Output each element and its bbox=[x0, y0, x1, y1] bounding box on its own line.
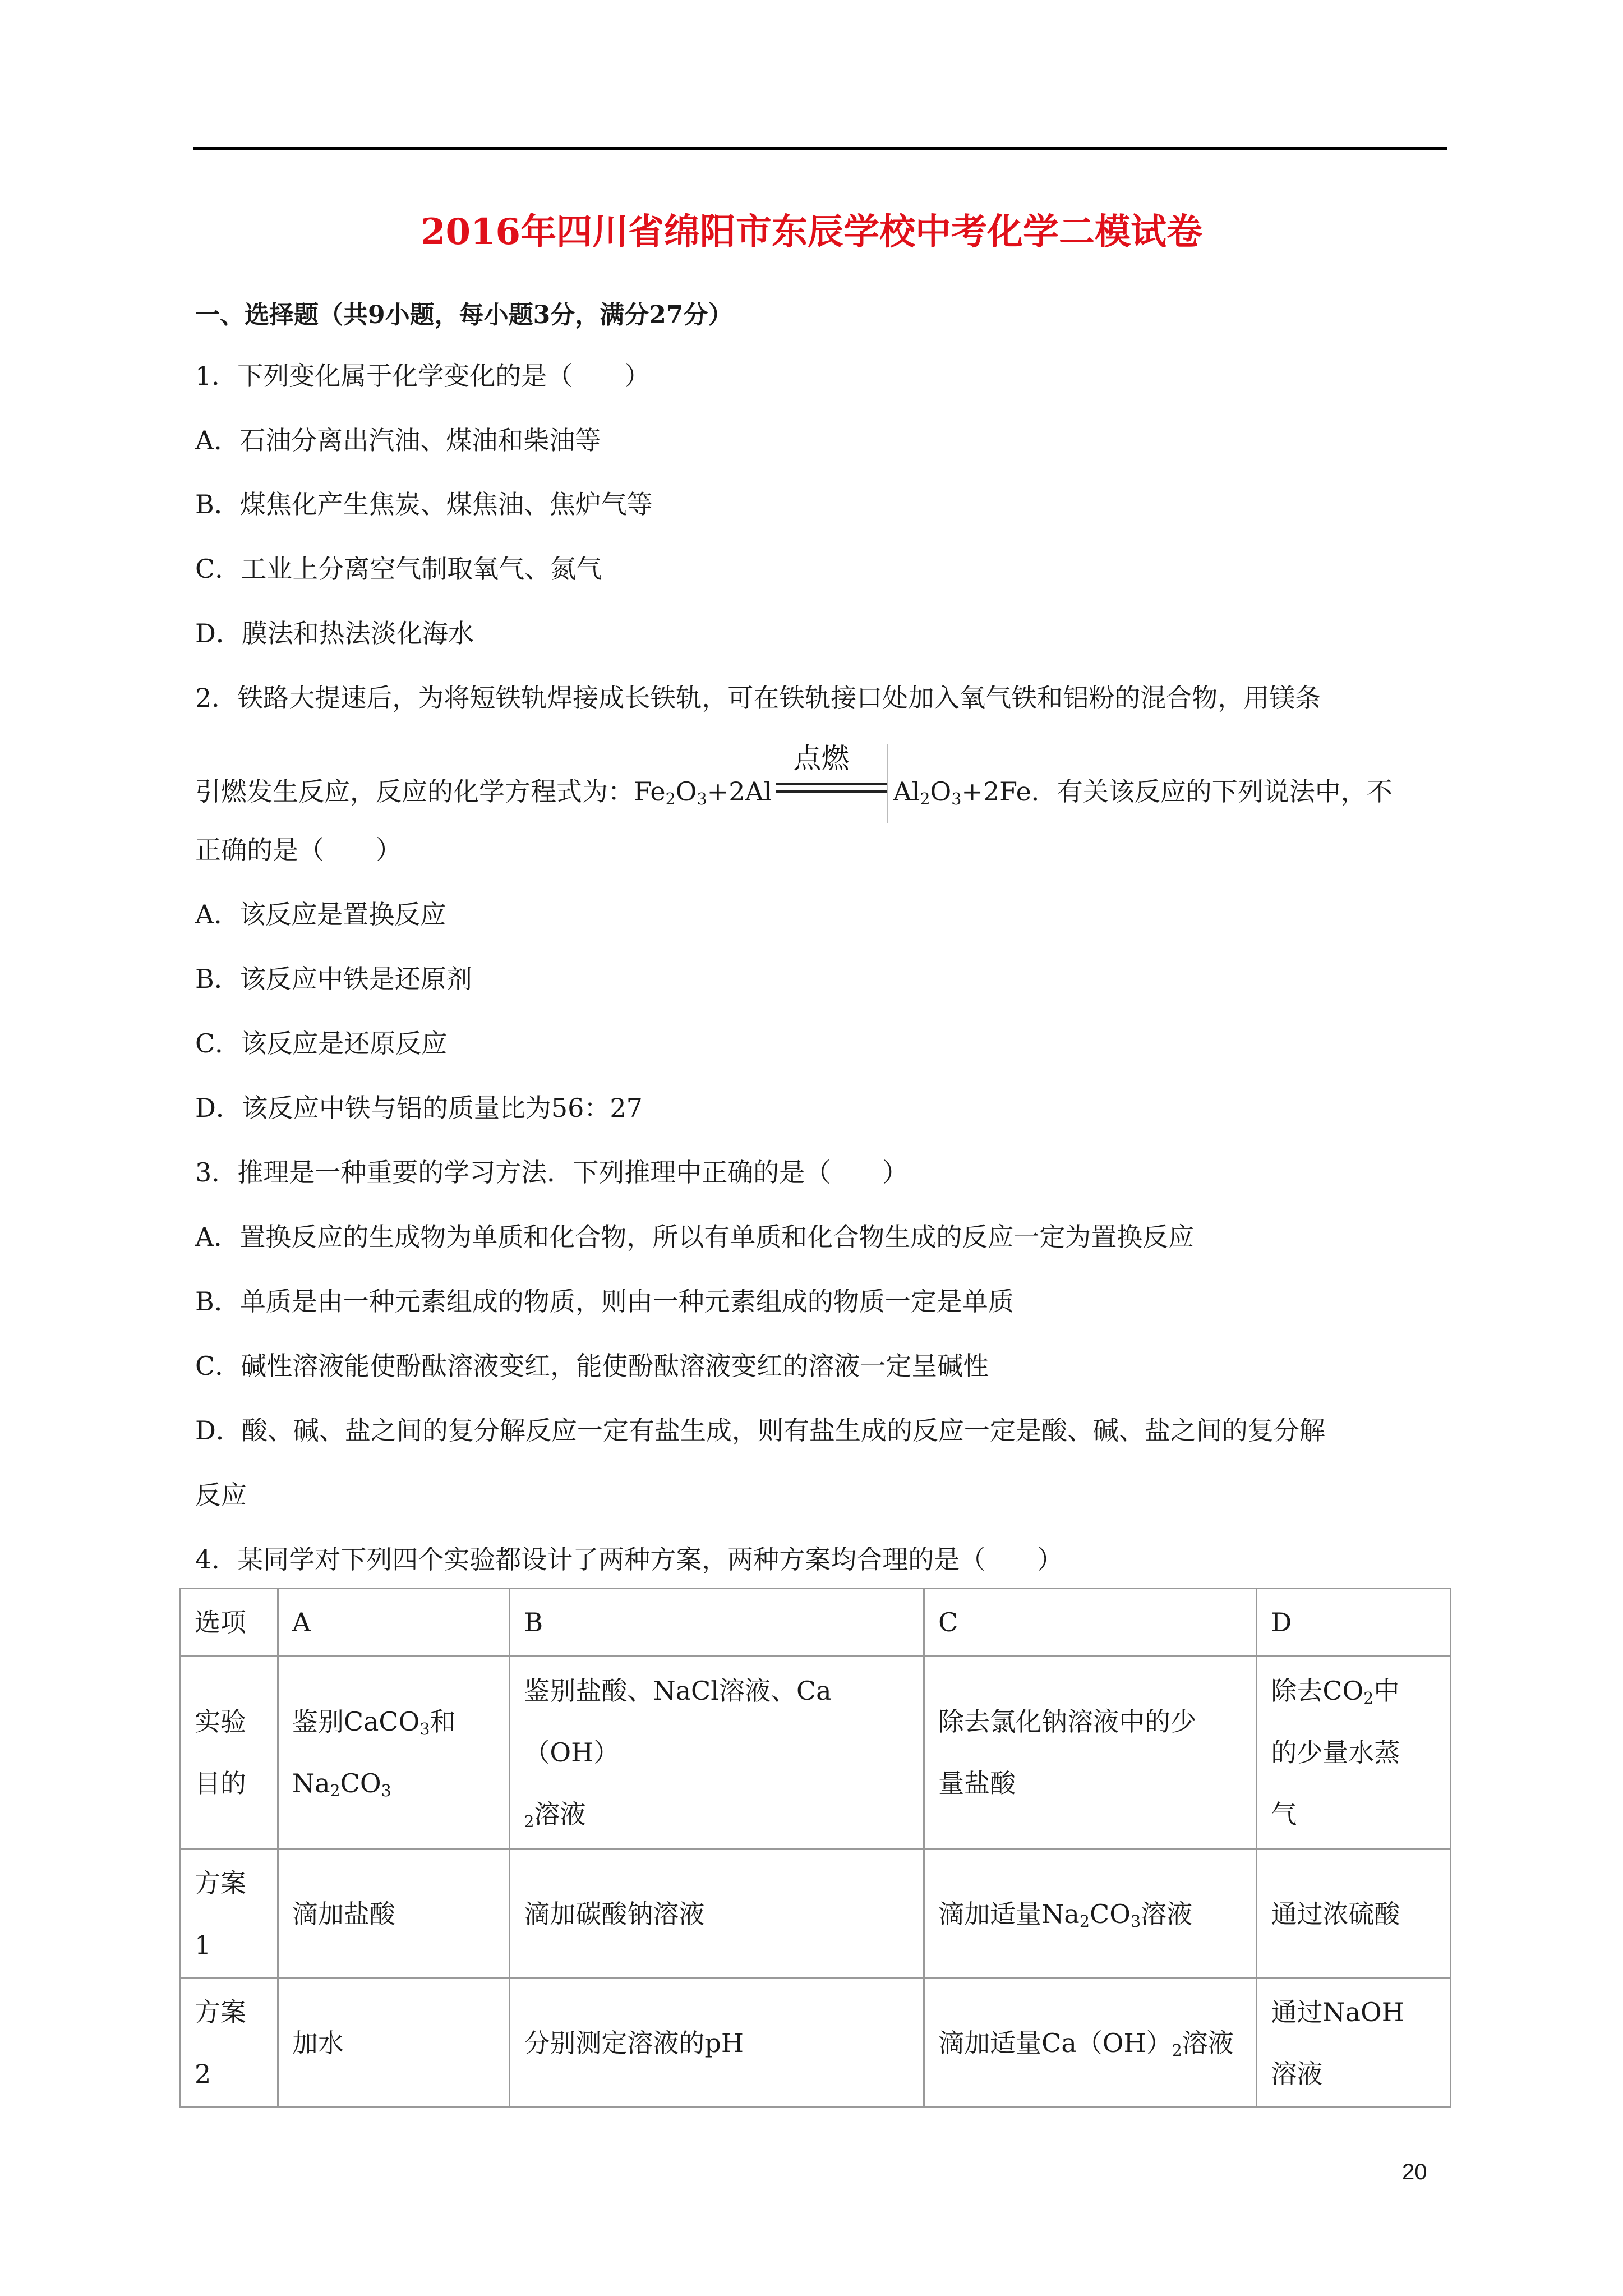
cell-plan1-a: 滴加盐酸 bbox=[278, 1849, 510, 1978]
cell-header-c: C bbox=[924, 1589, 1257, 1656]
q1-option-c: C．工业上分离空气制取氧气、氮气 bbox=[195, 554, 602, 584]
cell-header-d: D bbox=[1257, 1589, 1451, 1656]
q4-stem: 4．某同学对下列四个实验都设计了两种方案，两种方案均合理的是（ ） bbox=[195, 1544, 1063, 1575]
section-heading: 一、选择题（共9小题，每小题3分，满分27分） bbox=[195, 301, 733, 329]
q3-option-b: B．单质是由一种元素组成的物质，则由一种元素组成的物质一定是单质 bbox=[195, 1286, 1014, 1317]
table-row bbox=[181, 1978, 1451, 2108]
q3-option-c: C．碱性溶液能使酚酞溶液变红，能使酚酞溶液变红的溶液一定呈碱性 bbox=[195, 1351, 989, 1381]
cell-purpose-c: 除去氯化钠溶液中的少 量盐酸 bbox=[924, 1656, 1257, 1849]
cell-purpose-d: 除去$CO_2$中 的少量水蒸 气 bbox=[1257, 1656, 1451, 1849]
q2-option-b: B．该反应中铁是还原剂 bbox=[195, 964, 472, 994]
cell-plan1-c: 滴加适量$Na_2CO_3$溶液 bbox=[924, 1849, 1257, 1978]
q3-option-d: D．酸、碱、盐之间的复分解反应一定有盐生成，则有盐生成的反应一定是酸、碱、盐之间的复分解 bbox=[195, 1415, 1325, 1446]
q3-option-d-cont: 反应 bbox=[195, 1480, 247, 1510]
cell-header-a: A bbox=[278, 1589, 510, 1656]
cell-plan2-label: 方案 2 bbox=[181, 1978, 278, 2108]
page-title: 2016年四川省绵阳市东辰学校中考化学二模试卷 bbox=[420, 211, 1203, 253]
table-row bbox=[181, 1656, 1451, 1849]
cell-plan2-c: 滴加适量$Ca(OH)_2$溶液 bbox=[924, 1978, 1257, 2108]
q4-table bbox=[179, 1588, 1451, 2108]
eq-product-al2o3: $Al_2O_3+2Fe$．有关该反应的下列说法中，不 bbox=[893, 776, 1393, 809]
q2-option-a: A．该反应是置换反应 bbox=[195, 899, 446, 930]
q1-option-a: A．石油分离出汽油、煤油和柴油等 bbox=[195, 425, 601, 455]
q2-stem-line3: 正确的是（ ） bbox=[195, 835, 402, 865]
cell-plan2-b: 分别测定溶液的pH bbox=[510, 1978, 924, 2108]
table-row bbox=[181, 1589, 1451, 1656]
q1-option-d: D．膜法和热法淡化海水 bbox=[195, 618, 474, 648]
q2-stem-line2: 引燃发生反应，反应的化学方程式为： bbox=[195, 776, 634, 807]
cell-header-option: 选项 bbox=[181, 1589, 278, 1656]
cell-plan1-b: 滴加碳酸钠溶液 bbox=[510, 1849, 924, 1978]
cell-plan2-a: 加水 bbox=[278, 1978, 510, 2108]
q3-stem: 3．推理是一种重要的学习方法．下列推理中正确的是（ ） bbox=[195, 1157, 909, 1188]
cell-purpose-b: 鉴别盐酸、NaCl溶液、Ca（OH） $_2$溶液 bbox=[510, 1656, 924, 1849]
cell-plan1-d: 通过浓硫酸 bbox=[1257, 1849, 1451, 1978]
q2-option-d: D．该反应中铁与铝的质量比为56：27 bbox=[195, 1093, 643, 1123]
cell-plan1-label: 方案 1 bbox=[181, 1849, 278, 1978]
cell-plan2-d: 通过NaOH 溶液 bbox=[1257, 1978, 1451, 2108]
q2-stem-line1: 2．铁路大提速后，为将短铁轨焊接成长铁轨，可在铁轨接口处加入氧气铁和铝粉的混合物，用镁条 bbox=[195, 683, 1321, 713]
q1-option-b: B．煤焦化产生焦炭、煤焦油、焦炉气等 bbox=[195, 489, 653, 519]
condition-label: 点燃 bbox=[793, 742, 850, 775]
cell-header-b: B bbox=[510, 1589, 924, 1656]
header-rule bbox=[193, 147, 1447, 150]
q1-stem: 1．下列变化属于化学变化的是（ ） bbox=[195, 361, 651, 391]
eq-reactant-fe2o3: $Fe_2O_3+2Al$ bbox=[634, 776, 772, 809]
q2-equation-line bbox=[195, 742, 1393, 812]
q3-option-a: A．置换反应的生成物为单质和化合物，所以有单质和化合物生成的反应一定为置换反应 bbox=[195, 1222, 1195, 1252]
table-row bbox=[181, 1849, 1451, 1978]
cell-purpose-label: 实验 目的 bbox=[181, 1656, 278, 1849]
q2-option-c: C．该反应是还原反应 bbox=[195, 1028, 448, 1059]
page-number: 20 bbox=[1402, 2160, 1427, 2184]
cell-purpose-a: 鉴别CaCO$_3$和 $Na_2CO_3$ bbox=[278, 1656, 510, 1849]
reaction-condition bbox=[776, 742, 888, 812]
